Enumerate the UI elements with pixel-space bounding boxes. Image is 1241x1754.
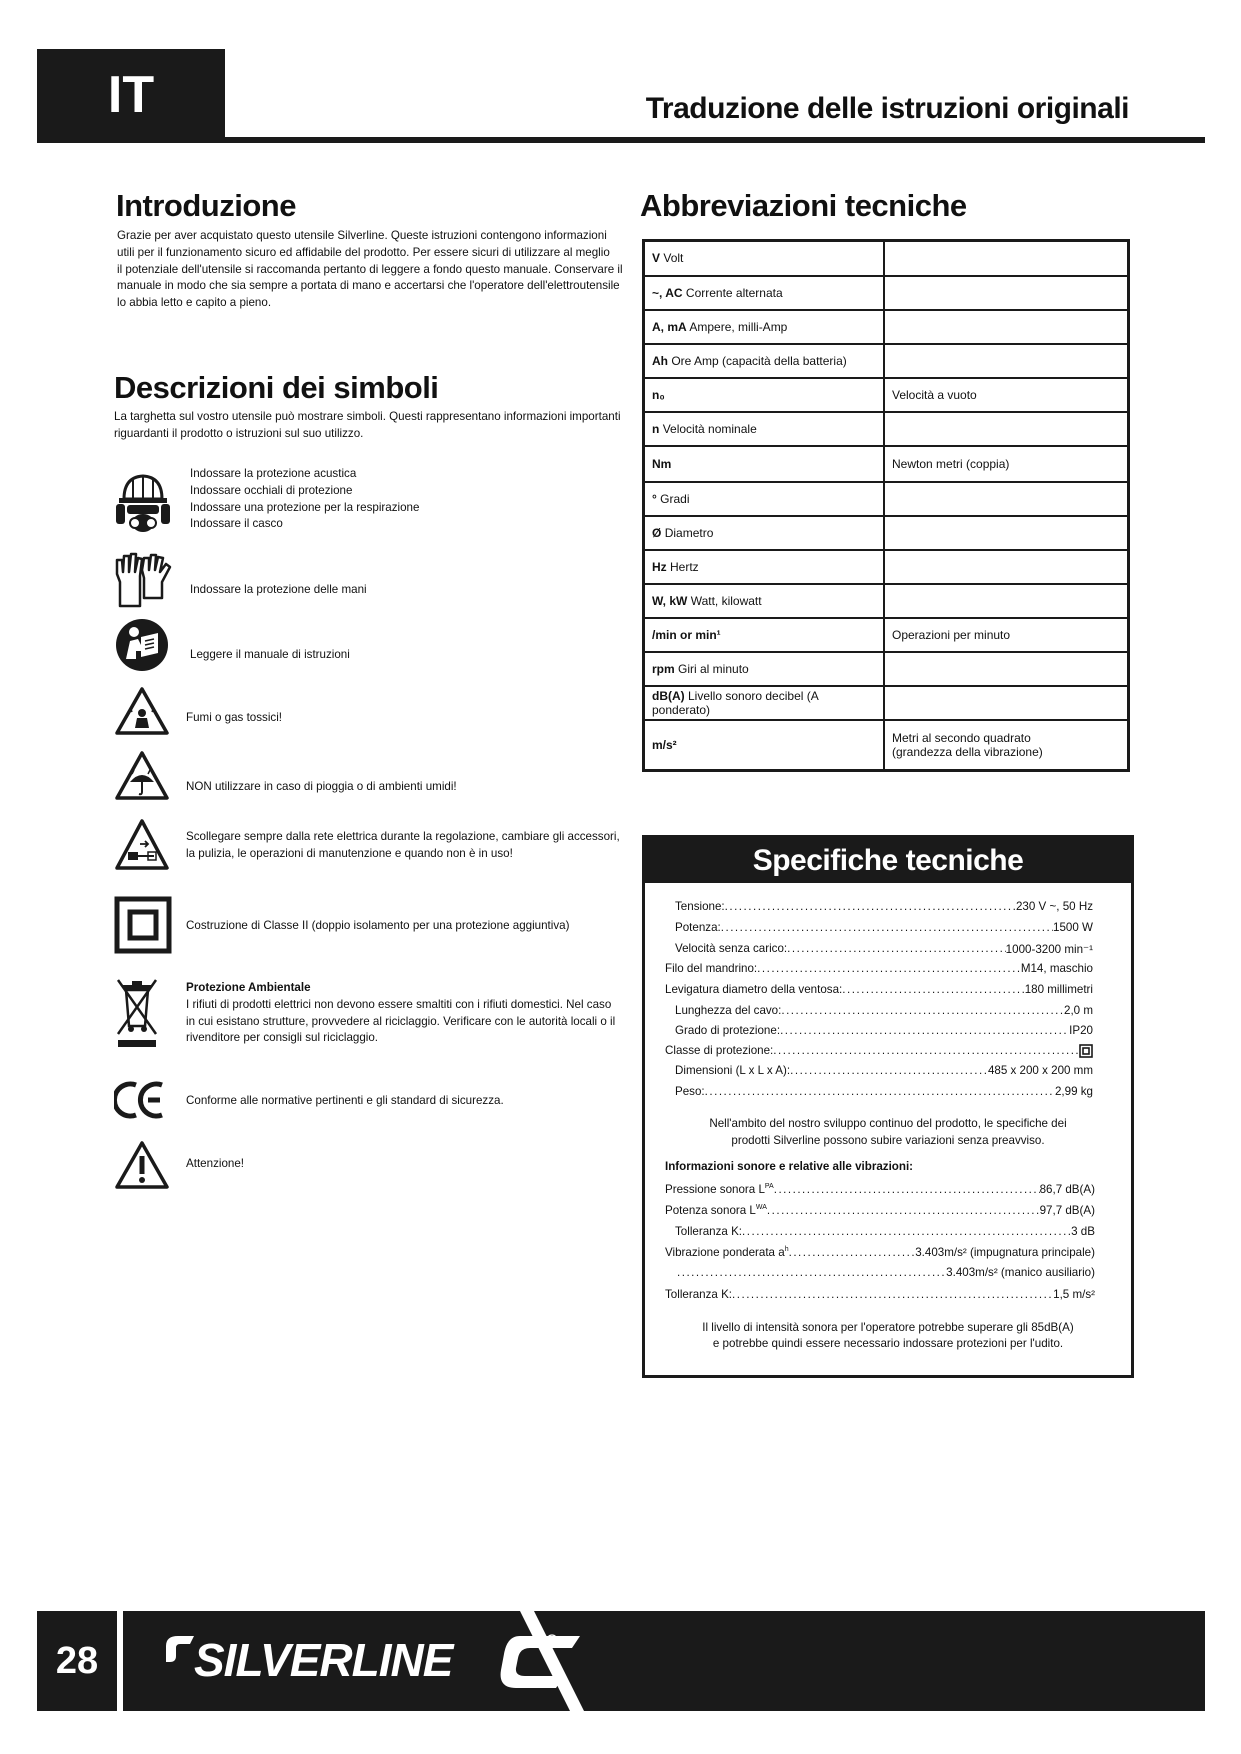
abbreviations-table	[642, 239, 1130, 772]
abbreviation-value-cell	[884, 412, 1129, 446]
abbreviation-desc: Hertz	[670, 559, 699, 574]
symbol-row	[114, 1080, 614, 1128]
abbreviation-cell	[644, 516, 885, 550]
abbreviation-symbol: dB(A)	[652, 688, 685, 703]
abbreviation-cell	[644, 344, 885, 378]
sound-value: 86,7 dB(A)	[1039, 1183, 1095, 1196]
symbol-text	[186, 1093, 504, 1110]
sound-label: Pressione sonora L	[665, 1183, 765, 1196]
spec-line	[675, 1004, 1093, 1017]
leader-dots	[781, 1004, 1064, 1017]
abbreviation-value-cell	[884, 720, 1129, 771]
abbreviation-value-cell	[884, 310, 1129, 344]
ce-mark-icon	[114, 1080, 166, 1120]
leader-dots	[790, 1064, 988, 1077]
symbol-line: Fumi o gas tossici!	[186, 711, 282, 724]
spec-label: Dimensioni (L x L x A):	[675, 1064, 791, 1077]
spec-line	[675, 900, 1093, 913]
spec-value: M14, maschio	[1020, 962, 1093, 975]
header-rule	[37, 137, 1205, 143]
abbreviation-desc: Livello sonoro decibel (A ponderato)	[652, 688, 819, 717]
leader-dots	[725, 900, 1016, 913]
intro-title: Introduzione	[116, 188, 296, 223]
leader-dots	[757, 962, 1021, 975]
abbreviation-desc: Gradi	[660, 491, 690, 506]
spec-line	[665, 962, 1093, 975]
abbreviation-row	[644, 516, 1129, 550]
sound-subscript: PA	[764, 1183, 774, 1190]
leader-dots	[773, 1044, 1079, 1058]
abbreviation-symbol: Hz	[652, 559, 667, 574]
symbol-line: Indossare occhiali di protezione	[190, 483, 353, 497]
symbol-line: Indossare il casco	[190, 517, 283, 531]
symbol-line: Leggere il manuale di istruzioni	[190, 648, 350, 661]
symbol-text	[190, 466, 419, 533]
abbreviation-symbol: rpm	[652, 661, 675, 676]
abbreviation-desc: Ampere, milli-Amp	[689, 319, 788, 334]
abbreviation-value: Velocità a vuoto	[892, 387, 977, 402]
intro-line: utili per il funzionamento sicuro ed affidabile del prodotto. Per essere sicuri di utilizzare al meglio	[117, 245, 610, 259]
abbreviation-row	[644, 618, 1129, 652]
symbol-row	[114, 686, 614, 744]
symbol-text	[186, 710, 282, 727]
abbreviation-row	[644, 482, 1129, 516]
spec-value: 2,0 m	[1064, 1004, 1093, 1017]
abbreviation-symbol: m/s²	[652, 737, 677, 752]
symbols-title: Descrizioni dei simboli	[114, 370, 439, 405]
spec-label: Tensione:	[675, 900, 725, 913]
leader-dots	[774, 1183, 1040, 1196]
symbols-intro	[114, 409, 634, 443]
spec-line	[665, 1044, 1093, 1058]
abbreviation-value-cell	[884, 618, 1129, 652]
spec-line	[675, 1064, 1093, 1077]
symbol-line: Indossare la protezione acustica	[190, 467, 357, 480]
rain-warning-icon	[114, 750, 170, 802]
leader-dots	[787, 942, 1006, 956]
symbol-heading: Protezione Ambientale	[186, 981, 311, 994]
abbreviation-row	[644, 412, 1129, 446]
intro-text	[117, 228, 637, 312]
spec-line	[675, 1085, 1093, 1098]
sound-line	[677, 1266, 1095, 1279]
abbreviation-value-cell	[884, 516, 1129, 550]
intro-line: manuale in modo che sia sempre a portata di mano e accertarsi che l'operatore dell'elettroutensile	[117, 279, 620, 293]
symbol-text	[186, 918, 569, 935]
abbreviation-cell	[644, 686, 885, 720]
abbreviation-cell	[644, 584, 885, 618]
abbreviation-desc: Corrente alternata	[685, 285, 783, 300]
intro-line: lo abbia letto e capito a pieno.	[117, 296, 272, 310]
leader-dots	[732, 1288, 1053, 1301]
symbol-row	[114, 552, 614, 612]
spec-value: 2,99 kg	[1054, 1085, 1093, 1098]
spec-label: Potenza:	[675, 921, 721, 934]
abbreviation-cell	[644, 550, 885, 584]
spec-label: Peso:	[675, 1085, 705, 1098]
specs-box	[642, 835, 1134, 1378]
symbol-text	[186, 779, 457, 796]
sound-line	[665, 1204, 1095, 1217]
page-number: 28	[55, 1639, 99, 1682]
abbreviation-row	[644, 378, 1129, 412]
abbreviation-row	[644, 241, 1129, 276]
abbreviation-symbol: A, mA	[652, 319, 687, 334]
symbol-text	[186, 1156, 244, 1173]
sound-line	[665, 1246, 1095, 1259]
symbol-line: Scollegare sempre dalla rete elettrica durante la regolazione, cambiare gli accessori,	[186, 830, 620, 843]
symbol-text	[186, 829, 620, 863]
abbreviation-value-cell	[884, 550, 1129, 584]
spec-line	[675, 942, 1093, 956]
sound-subscript: WA	[755, 1204, 767, 1211]
sound-label: Potenza sonora L	[665, 1204, 756, 1217]
sound-value: 1,5 m/s²	[1053, 1288, 1095, 1301]
abbreviation-value-cell	[884, 276, 1129, 310]
abbreviation-cell	[644, 446, 885, 482]
spec-value: 180 millimetri	[1024, 983, 1093, 996]
symbol-line: Indossare la protezione delle mani	[190, 583, 367, 596]
abbreviation-cell	[644, 482, 885, 516]
footer-divider	[117, 1611, 123, 1711]
abbreviation-cell	[644, 720, 885, 771]
symbols-intro-line: riguardanti il prodotto o istruzioni sul suo utilizzo.	[114, 426, 364, 440]
abbreviation-symbol: ~, AC	[652, 285, 683, 300]
symbol-row	[114, 976, 614, 1050]
abbreviation-symbol: Ø	[652, 525, 662, 540]
abbreviation-symbol: n₀	[652, 387, 665, 402]
noise-warning-line: e potrebbe quindi essere necessario indossare protezioni per l'udito.	[712, 1337, 1064, 1350]
abbreviation-value-cell	[884, 584, 1129, 618]
spec-label: Velocità senza carico:	[675, 942, 788, 955]
leader-dots	[742, 1225, 1071, 1238]
abbreviation-symbol: Ah	[652, 353, 668, 368]
abbreviation-value-cell	[884, 446, 1129, 482]
sound-line	[675, 1225, 1095, 1238]
language-badge: IT	[37, 49, 225, 141]
symbols-intro-line: La targhetta sul vostro utensile può mostrare simboli. Questi rappresentano informazioni importanti	[114, 410, 621, 423]
leader-dots	[780, 1024, 1069, 1037]
abbreviation-value-cell	[884, 344, 1129, 378]
attention-icon	[114, 1140, 170, 1190]
abbreviation-row	[644, 720, 1129, 771]
abbreviation-value: Metri al secondo quadrato	[892, 730, 1031, 745]
brand-name: SILVERLINE	[194, 1634, 453, 1686]
spec-value: 485 x 200 x 200 mm	[987, 1064, 1093, 1077]
abbreviation-symbol: n	[652, 421, 660, 436]
specs-note-line: prodotti Silverline possono subire variazioni senza preavviso.	[731, 1134, 1045, 1147]
read-manual-icon	[114, 617, 170, 673]
spec-value: 1500 W	[1053, 921, 1093, 934]
weee-bin-icon	[114, 976, 160, 1048]
symbol-row	[114, 466, 614, 546]
specs-note	[645, 1115, 1131, 1149]
abbreviation-symbol: °	[652, 491, 657, 506]
abbreviation-value: Operazioni per minuto	[892, 627, 1011, 642]
ppe-head-icon	[114, 471, 172, 537]
abbreviation-desc: Diametro	[664, 525, 714, 540]
abbreviation-row	[644, 584, 1129, 618]
specs-title: Specifiche tecniche	[645, 838, 1131, 883]
sound-label: Vibrazione ponderata a	[665, 1246, 785, 1259]
intro-line: il potenziale dell'utensile si raccomanda pertanto di leggere a fondo questo manuale. Conservare il	[117, 262, 623, 276]
spec-label: Grado di protezione:	[675, 1024, 781, 1037]
leader-dots	[842, 983, 1024, 996]
symbol-line: in cui esistano strutture, provvedere al riciclaggio. Verificare con le autorità locali o il	[186, 1014, 616, 1028]
spec-value: 230 V ~, 50 Hz	[1015, 900, 1093, 913]
spec-label: Lunghezza del cavo:	[675, 1004, 782, 1017]
abbreviation-row	[644, 446, 1129, 482]
abbreviation-row	[644, 550, 1129, 584]
abbreviation-value-cell	[884, 378, 1129, 412]
sound-label: Tolleranza K:	[665, 1288, 733, 1301]
sound-value: 3.403m/s² (impugnatura principale)	[915, 1246, 1095, 1259]
sound-value: 3 dB	[1071, 1225, 1095, 1238]
abbreviation-cell	[644, 412, 885, 446]
abbreviation-row	[644, 276, 1129, 310]
class-ii-icon	[1079, 1044, 1093, 1058]
abbreviation-value-cell	[884, 482, 1129, 516]
sound-subscript: h	[784, 1246, 789, 1253]
abbreviation-cell	[644, 378, 885, 412]
abbreviation-cell	[644, 276, 885, 310]
class-ii-icon	[114, 896, 172, 954]
symbol-row	[114, 1140, 614, 1192]
symbol-row	[114, 896, 614, 956]
intro-line: Grazie per aver acquistato questo utensile Silverline. Queste istruzioni contengono informazioni	[117, 229, 607, 242]
sound-line	[665, 1183, 1095, 1196]
spec-label: Filo del mandrino:	[665, 962, 758, 975]
symbol-row	[114, 617, 614, 677]
abbreviation-desc: Giri al minuto	[678, 661, 749, 676]
symbol-line: Costruzione di Classe II (doppio isolamento per una protezione aggiuntiva)	[186, 919, 570, 932]
symbol-row	[114, 818, 620, 882]
abbreviation-value-cell	[884, 652, 1129, 686]
noise-warning-line: Il livello di intensità sonora per l'operatore potrebbe superare gli 85dB(A)	[702, 1321, 1074, 1334]
abbreviation-row	[644, 686, 1129, 720]
symbol-row	[114, 750, 614, 808]
abbreviation-symbol: W, kW	[652, 593, 688, 608]
abbreviation-desc: Ore Amp (capacità della batteria)	[671, 353, 847, 368]
spec-line	[675, 1024, 1093, 1037]
symbol-text	[186, 980, 615, 1047]
spec-label: Levigatura diametro della ventosa:	[665, 983, 843, 996]
abbreviation-cell	[644, 618, 885, 652]
spec-label: Classe di protezione:	[665, 1044, 774, 1057]
abbreviation-value: Newton metri (coppia)	[892, 456, 1010, 471]
symbol-line: la pulizia, le operazioni di manutenzione e quando non è in uso!	[186, 846, 513, 860]
abbreviation-symbol: /min or min¹	[652, 627, 721, 642]
leader-dots	[677, 1266, 946, 1279]
symbol-line: I rifiuti di prodotti elettrici non devono essere smaltiti con i rifiuti domestici. Nel caso	[186, 997, 612, 1011]
abbreviation-desc: Watt, kilowatt	[690, 593, 762, 608]
abbreviation-symbol: Nm	[652, 456, 672, 471]
spec-value: IP20	[1069, 1024, 1093, 1037]
abbreviation-value-cell	[884, 241, 1129, 276]
abbreviation-desc: Velocità nominale	[662, 421, 757, 436]
spec-line	[675, 921, 1093, 934]
symbol-line: Indossare una protezione per la respirazione	[190, 500, 420, 514]
sound-label: Tolleranza K:	[675, 1225, 743, 1238]
abbreviation-row	[644, 310, 1129, 344]
symbol-line: NON utilizzare in caso di pioggia o di ambienti umidi!	[186, 780, 457, 793]
abbreviation-symbol: V	[652, 251, 661, 266]
toxic-fumes-icon	[114, 686, 170, 736]
abbreviation-cell	[644, 652, 885, 686]
symbol-line: rivenditore per consigli sul riciclaggio.	[186, 1031, 379, 1045]
abbreviation-row	[644, 344, 1129, 378]
abbreviation-cell	[644, 241, 885, 276]
abbreviation-row	[644, 652, 1129, 686]
sound-line	[665, 1288, 1095, 1301]
specs-note-line: Nell'ambito del nostro sviluppo continuo del prodotto, le specifiche dei	[709, 1117, 1067, 1130]
gloves-icon	[114, 552, 176, 610]
abbreviation-value-cell	[884, 686, 1129, 720]
symbol-text	[190, 582, 367, 599]
abbreviation-value: (grandezza della vibrazione)	[892, 744, 1043, 759]
noise-warning	[645, 1320, 1131, 1352]
symbol-text	[190, 647, 350, 664]
leader-dots	[789, 1246, 916, 1259]
leader-dots	[705, 1085, 1055, 1098]
sound-value: 97,7 dB(A)	[1039, 1204, 1095, 1217]
abbreviations-title: Abbreviazioni tecniche	[640, 188, 967, 223]
leader-dots	[767, 1204, 1040, 1217]
abbreviation-desc: Volt	[663, 251, 684, 266]
spec-value: 1000-3200 min⁻¹	[1005, 943, 1093, 956]
abbreviation-cell	[644, 310, 885, 344]
unplug-warning-icon	[114, 818, 170, 872]
symbol-line: Conforme alle normative pertinenti e gli standard di sicurezza.	[186, 1094, 504, 1107]
page-title: Traduzione delle istruzioni originali	[645, 92, 1129, 125]
leader-dots	[721, 921, 1053, 934]
spec-line	[665, 983, 1093, 996]
footer-swoosh	[520, 1611, 600, 1711]
symbol-line: Attenzione!	[186, 1157, 245, 1170]
sound-title: Informazioni sonore e relative alle vibrazioni:	[665, 1160, 914, 1173]
sound-value: 3.403m/s² (manico ausiliario)	[946, 1266, 1095, 1279]
